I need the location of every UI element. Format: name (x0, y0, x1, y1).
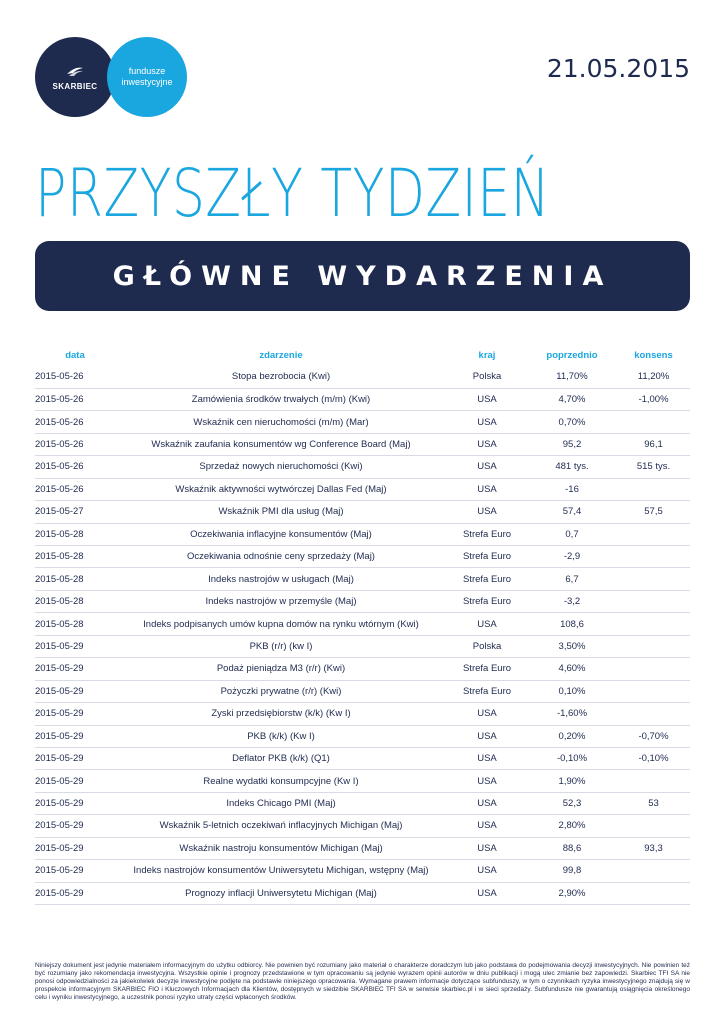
fundusze-badge (107, 37, 187, 117)
cell-event: Realne wydatki konsumpcyjne (Kw I) (115, 770, 447, 792)
cell-consensus (617, 546, 690, 568)
report-date: 21.05.2015 (546, 54, 690, 83)
cell-previous: 0,7 (527, 523, 617, 545)
table-row (35, 658, 690, 680)
cell-event: Oczekiwania odnośnie ceny sprzedaży (Maj) (115, 546, 447, 568)
table-row (35, 680, 690, 702)
cell-consensus: -0,70% (617, 725, 690, 747)
cell-previous: 4,60% (527, 658, 617, 680)
cell-date: 2015-05-29 (35, 792, 115, 814)
table-body (35, 366, 690, 905)
cell-date: 2015-05-26 (35, 388, 115, 410)
cell-date: 2015-05-29 (35, 703, 115, 725)
cell-previous: -2,9 (527, 546, 617, 568)
cell-country: USA (447, 815, 527, 837)
table-row (35, 860, 690, 882)
cell-consensus: 93,3 (617, 837, 690, 859)
table-row (35, 456, 690, 478)
cell-consensus (617, 635, 690, 657)
cell-event: Wskaźnik 5-letnich oczekiwań inflacyjnych Michigan (Maj) (115, 815, 447, 837)
skarbiec-logo (35, 37, 115, 117)
cell-event: Wskaźnik aktywności wytwórczej Dallas Fed (Maj) (115, 478, 447, 500)
cell-country: USA (447, 725, 527, 747)
cell-event: PKB (k/k) (Kw I) (115, 725, 447, 747)
table-row (35, 837, 690, 859)
cell-event: Prognozy inflacji Uniwersytetu Michigan (Maj) (115, 882, 447, 904)
cell-country: Strefa Euro (447, 546, 527, 568)
cell-event: Indeks nastrojów w usługach (Maj) (115, 568, 447, 590)
cell-date: 2015-05-27 (35, 501, 115, 523)
cell-consensus (617, 860, 690, 882)
page-title: PRZYSZŁY TYDZIEŃ (35, 155, 550, 232)
cell-previous: 57,4 (527, 501, 617, 523)
table-row (35, 568, 690, 590)
cell-country: Strefa Euro (447, 523, 527, 545)
cell-event: Indeks nastrojów w przemyśle (Maj) (115, 590, 447, 612)
cell-consensus (617, 590, 690, 612)
cell-country: Strefa Euro (447, 590, 527, 612)
cell-country: USA (447, 433, 527, 455)
cell-event: Wskaźnik PMI dla usług (Maj) (115, 501, 447, 523)
table-row (35, 366, 690, 388)
cell-consensus (617, 703, 690, 725)
header-country: kraj (478, 349, 496, 361)
table-row (35, 478, 690, 500)
legal-disclaimer: Niniejszy dokument jest jedynie materiałem informacyjnym do użytku odbiorcy. Nie powinien być rozumiany jako materiał o charakterze doradczym lub jako podstawa do podejmowania decyzji inwestycyjnych. Nie powinien też być rozumiany jako rekomendacja inwestycyjna. Wszystkie opinie i prognozy przedstawione w tym opracowaniu są jedynie wyrazem opinii autorów w dniu publikacji i mogą ulec zmianie bez zapowiedzi. Skarbiec TFI SA nie ponosi odpowiedzialności za jakiekolwiek decyzje inwestycyjne podjęte na podstawie niniejszego opracowania. Wymagane prawem informacje dotyczące subfunduszy, w tym o czynnikach ryzyka inwestycyjnego znajdują się w prospekcie informacyjnym SKARBIEC FIO i Kluczowych Informacjach dla Klientów, dostępnych w siedzibie SKARBIEC TFI SA w serwisie skarbiec.pl i w sieci sprzedaży. Subfundusze nie gwarantują osiągnięcia określonego celu i wyniku inwestycyjnego, a uczestnik ponosi ryzyko utraty części wpłaconych środków. (35, 962, 690, 1001)
table-row (35, 613, 690, 635)
badge-line-2: inwestycyjne (121, 77, 173, 87)
cell-country: Strefa Euro (447, 568, 527, 590)
cell-previous: 88,6 (527, 837, 617, 859)
cell-event: Wskaźnik zaufania konsumentów wg Conference Board (Maj) (115, 433, 447, 455)
cell-country: USA (447, 411, 527, 433)
cell-consensus (617, 882, 690, 904)
cell-previous: 0,10% (527, 680, 617, 702)
cell-previous: -3,2 (527, 590, 617, 612)
cell-event: Pożyczki prywatne (r/r) (Kwi) (115, 680, 447, 702)
cell-event: Indeks podpisanych umów kupna domów na rynku wtórnym (Kwi) (115, 613, 447, 635)
cell-date: 2015-05-29 (35, 747, 115, 769)
cell-event: Oczekiwania inflacyjne konsumentów (Maj) (115, 523, 447, 545)
cell-date: 2015-05-29 (35, 725, 115, 747)
cell-event: Stopa bezrobocia (Kwi) (115, 366, 447, 388)
skarbiec-mark-icon (65, 64, 85, 78)
cell-consensus: 53 (617, 792, 690, 814)
cell-country: USA (447, 747, 527, 769)
cell-previous: 6,7 (527, 568, 617, 590)
logo-brand-text: SKARBIEC (52, 81, 98, 91)
cell-country: USA (447, 478, 527, 500)
cell-previous: 4,70% (527, 388, 617, 410)
cell-date: 2015-05-29 (35, 635, 115, 657)
cell-date: 2015-05-29 (35, 680, 115, 702)
cell-previous: 52,3 (527, 792, 617, 814)
cell-consensus: 57,5 (617, 501, 690, 523)
cell-date: 2015-05-28 (35, 546, 115, 568)
cell-previous: 11,70% (527, 366, 617, 388)
table-row (35, 501, 690, 523)
cell-previous: 1,90% (527, 770, 617, 792)
cell-date: 2015-05-28 (35, 590, 115, 612)
table-row (35, 770, 690, 792)
cell-consensus (617, 568, 690, 590)
cell-country: USA (447, 703, 527, 725)
cell-previous: 99,8 (527, 860, 617, 882)
cell-event: Zamówienia środków trwałych (m/m) (Kwi) (115, 388, 447, 410)
cell-previous: 2,90% (527, 882, 617, 904)
table-row (35, 388, 690, 410)
cell-previous: -0,10% (527, 747, 617, 769)
cell-date: 2015-05-29 (35, 815, 115, 837)
cell-date: 2015-05-29 (35, 770, 115, 792)
cell-country: Polska (447, 635, 527, 657)
cell-consensus (617, 770, 690, 792)
cell-event: Wskaźnik nastroju konsumentów Michigan (Maj) (115, 837, 447, 859)
cell-date: 2015-05-28 (35, 523, 115, 545)
cell-country: USA (447, 388, 527, 410)
cell-country: USA (447, 770, 527, 792)
cell-event: Podaż pieniądza M3 (r/r) (Kwi) (115, 658, 447, 680)
cell-consensus (617, 680, 690, 702)
cell-country: USA (447, 456, 527, 478)
cell-consensus (617, 815, 690, 837)
events-table (35, 344, 690, 905)
table-row (35, 703, 690, 725)
cell-date: 2015-05-26 (35, 366, 115, 388)
cell-country: Strefa Euro (447, 658, 527, 680)
cell-country: USA (447, 792, 527, 814)
cell-country: USA (447, 860, 527, 882)
badge-line-1: fundusze (128, 66, 166, 76)
cell-country: USA (447, 882, 527, 904)
cell-previous: 2,80% (527, 815, 617, 837)
cell-date: 2015-05-26 (35, 478, 115, 500)
cell-country: USA (447, 613, 527, 635)
table-row (35, 725, 690, 747)
cell-consensus: 11,20% (617, 366, 690, 388)
cell-previous: 95,2 (527, 433, 617, 455)
table-row (35, 747, 690, 769)
cell-previous: -16 (527, 478, 617, 500)
cell-country: Polska (447, 366, 527, 388)
cell-previous: 0,70% (527, 411, 617, 433)
section-banner-text: GŁÓWNE WYDARZENIA (112, 260, 613, 292)
cell-consensus (617, 523, 690, 545)
cell-date: 2015-05-29 (35, 882, 115, 904)
table-row (35, 590, 690, 612)
cell-previous: 3,50% (527, 635, 617, 657)
cell-previous: 0,20% (527, 725, 617, 747)
cell-date: 2015-05-26 (35, 433, 115, 455)
cell-consensus (617, 411, 690, 433)
cell-event: Zyski przedsiębiorstw (k/k) (Kw I) (115, 703, 447, 725)
cell-event: PKB (r/r) (kw I) (115, 635, 447, 657)
table-row (35, 546, 690, 568)
cell-consensus: 96,1 (617, 433, 690, 455)
cell-consensus (617, 478, 690, 500)
cell-event: Deflator PKB (k/k) (Q1) (115, 747, 447, 769)
cell-event: Wskaźnik cen nieruchomości (m/m) (Mar) (115, 411, 447, 433)
table-row (35, 815, 690, 837)
table-row (35, 635, 690, 657)
cell-country: USA (447, 501, 527, 523)
header-consensus: konsens (634, 349, 673, 361)
cell-consensus: -0,10% (617, 747, 690, 769)
cell-previous: 481 tys. (527, 456, 617, 478)
cell-previous: -1,60% (527, 703, 617, 725)
header-date: data (65, 349, 85, 361)
cell-consensus (617, 658, 690, 680)
cell-event: Indeks Chicago PMI (Maj) (115, 792, 447, 814)
cell-country: Strefa Euro (447, 680, 527, 702)
cell-event: Indeks nastrojów konsumentów Uniwersytetu Michigan, wstępny (Maj) (115, 860, 447, 882)
cell-country: USA (447, 837, 527, 859)
cell-consensus: 515 tys. (617, 456, 690, 478)
cell-consensus: -1,00% (617, 388, 690, 410)
table-row (35, 433, 690, 455)
cell-date: 2015-05-29 (35, 658, 115, 680)
cell-date: 2015-05-26 (35, 456, 115, 478)
cell-previous: 108,6 (527, 613, 617, 635)
cell-consensus (617, 613, 690, 635)
table-row (35, 792, 690, 814)
table-row (35, 411, 690, 433)
header-event: zdarzenie (259, 349, 303, 361)
cell-date: 2015-05-28 (35, 613, 115, 635)
header-previous: poprzednio (546, 349, 598, 361)
cell-date: 2015-05-28 (35, 568, 115, 590)
section-banner (35, 241, 690, 311)
cell-date: 2015-05-26 (35, 411, 115, 433)
cell-event: Sprzedaż nowych nieruchomości (Kwi) (115, 456, 447, 478)
cell-date: 2015-05-29 (35, 860, 115, 882)
table-row (35, 523, 690, 545)
table-header-row (35, 344, 690, 366)
cell-date: 2015-05-29 (35, 837, 115, 859)
table-row (35, 882, 690, 904)
